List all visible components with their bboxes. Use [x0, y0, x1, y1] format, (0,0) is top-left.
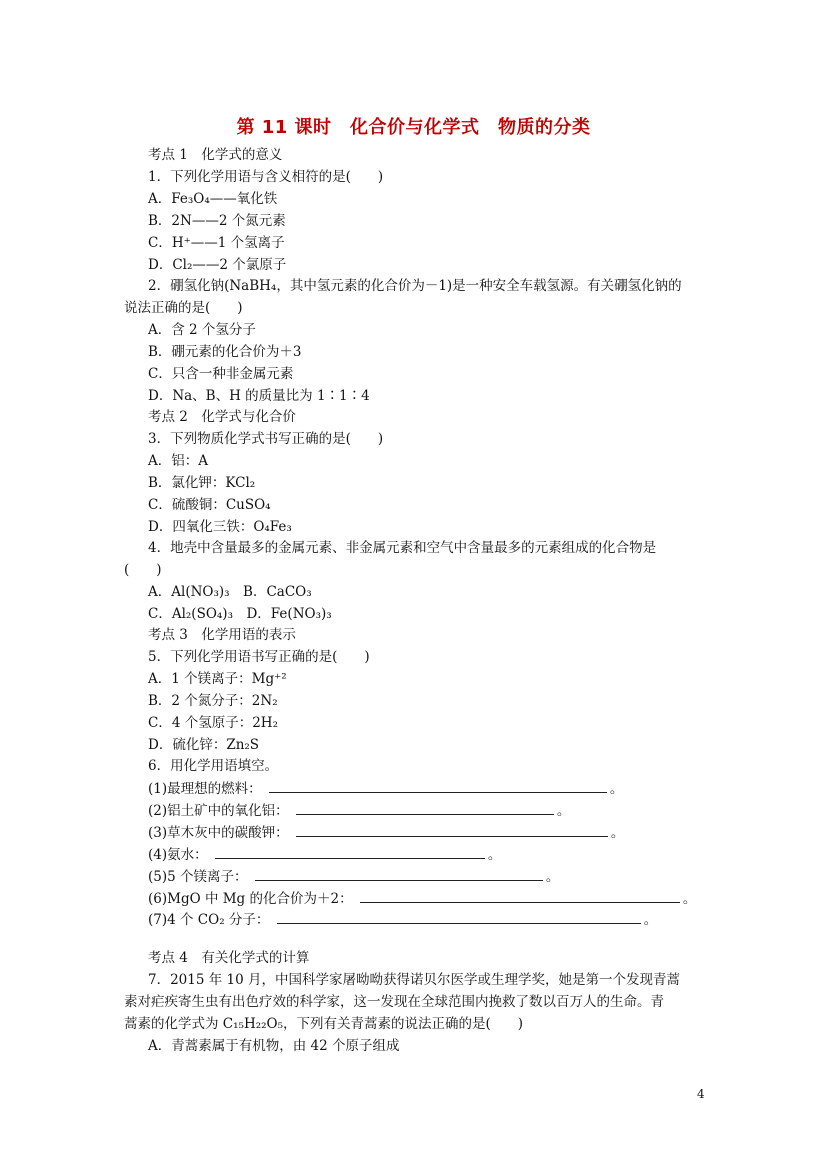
fill-item-label: (2)铝土矿中的氧化铝：: [148, 803, 289, 819]
option-d: D．Na、B、H 的质量比为 1∶1∶4: [148, 388, 370, 404]
question-3: 3．下列物质化学式书写正确的是( ): [148, 431, 384, 447]
answer-blank[interactable]: [277, 910, 641, 924]
question-5: 5．下列化学用语书写正确的是( ): [148, 649, 370, 665]
question-7-cont-2: 蒿素的化学式为 C₁₅H₂₂O₅，下列有关青蒿素的说法正确的是( ): [124, 1016, 524, 1032]
option-b: B．2N——2 个氮元素: [148, 213, 286, 229]
answer-blank[interactable]: [215, 845, 485, 859]
option-c: C．只含一种非金属元素: [148, 366, 294, 382]
section-heading-4: 考点 4 有关化学式的计算: [148, 950, 310, 966]
option-a: A．青蒿素属于有机物，由 42 个原子组成: [148, 1038, 400, 1054]
fill-item-7: (7)4 个 CO₂ 分子： 。: [148, 912, 658, 928]
option-d: D．硫化锌：Zn₂S: [148, 737, 260, 753]
question-4-cont: ( ): [124, 562, 162, 578]
option-b: B．2 个氮分子：2N₂: [148, 693, 278, 709]
fill-item-label: (6)MgO 中 Mg 的化合价为＋2：: [148, 891, 353, 907]
fill-item-label: (4)氨水：: [148, 847, 208, 863]
question-7: 7．2015 年 10 月，中国科学家屠呦呦获得诺贝尔医学或生理学奖，她是第一个发现青蒿: [148, 972, 680, 988]
fill-item-3: (3)草木灰中的碳酸钾： 。: [148, 825, 625, 841]
question-1: 1．下列化学用语与含义相符的是( ): [148, 169, 384, 185]
fill-item-label: (3)草木灰中的碳酸钾：: [148, 825, 289, 841]
answer-blank[interactable]: [269, 779, 607, 793]
fill-item-4: (4)氨水： 。: [148, 847, 502, 863]
option-d: D．Cl₂——2 个氯原子: [148, 257, 287, 273]
option-c: C．硫酸铜：CuSO₄: [148, 497, 271, 513]
fill-item-6: (6)MgO 中 Mg 的化合价为＋2： 。: [148, 891, 697, 907]
question-2-cont: 说法正确的是( ): [124, 300, 243, 316]
option-a: A．铝：A: [148, 453, 208, 469]
option-a: A．Fe₃O₄——氧化铁: [148, 191, 278, 207]
option-b: B．硼元素的化合价为＋3: [148, 344, 302, 360]
options-cd: C．Al₂(SO₄)₃ D．Fe(NO₃)₃: [148, 606, 332, 622]
question-4: 4．地壳中含量最多的金属元素、非金属元素和空气中含量最多的元素组成的化合物是: [148, 540, 657, 556]
question-7-cont-1: 素对疟疾寄生虫有出色疗效的科学家，这一发现在全球范围内挽救了数以百万人的生命。青: [124, 994, 664, 1010]
fill-item-1: (1)最理想的燃料： 。: [148, 781, 624, 797]
question-2: 2．硼氢化钠(NaBH₄，其中氢元素的化合价为－1)是一种安全车载氢源。有关硼氢化钠的: [148, 278, 682, 294]
page-number: 4: [697, 1087, 705, 1101]
option-d: D．四氧化三铁：O₄Fe₃: [148, 519, 292, 535]
option-a: A．1 个镁离子：Mg⁺²: [148, 671, 287, 687]
option-b: B．氯化钾：KCl₂: [148, 475, 256, 491]
fill-item-label: (7)4 个 CO₂ 分子：: [148, 912, 270, 928]
section-heading-2: 考点 2 化学式与化合价: [148, 409, 296, 425]
options-ab: A．Al(NO₃)₃ B．CaCO₃: [148, 584, 312, 600]
option-c: C．4 个氢原子：2H₂: [148, 715, 278, 731]
answer-blank[interactable]: [296, 823, 608, 837]
option-a: A．含 2 个氢分子: [148, 322, 256, 338]
option-c: C．H⁺——1 个氢离子: [148, 235, 285, 251]
answer-blank[interactable]: [360, 889, 680, 903]
section-heading-1: 考点 1 化学式的意义: [148, 147, 283, 163]
fill-item-2: (2)铝土矿中的氧化铝： 。: [148, 803, 571, 819]
question-6: 6．用化学用语填空。: [148, 758, 279, 774]
answer-blank[interactable]: [296, 801, 554, 815]
fill-item-5: (5)5 个镁离子： 。: [148, 869, 560, 885]
page-title: 第 11 课时 化合价与化学式 物质的分类: [236, 117, 591, 138]
answer-blank[interactable]: [255, 867, 543, 881]
fill-item-label: (5)5 个镁离子：: [148, 869, 248, 885]
fill-item-label: (1)最理想的燃料：: [148, 781, 262, 797]
section-heading-3: 考点 3 化学用语的表示: [148, 627, 296, 643]
